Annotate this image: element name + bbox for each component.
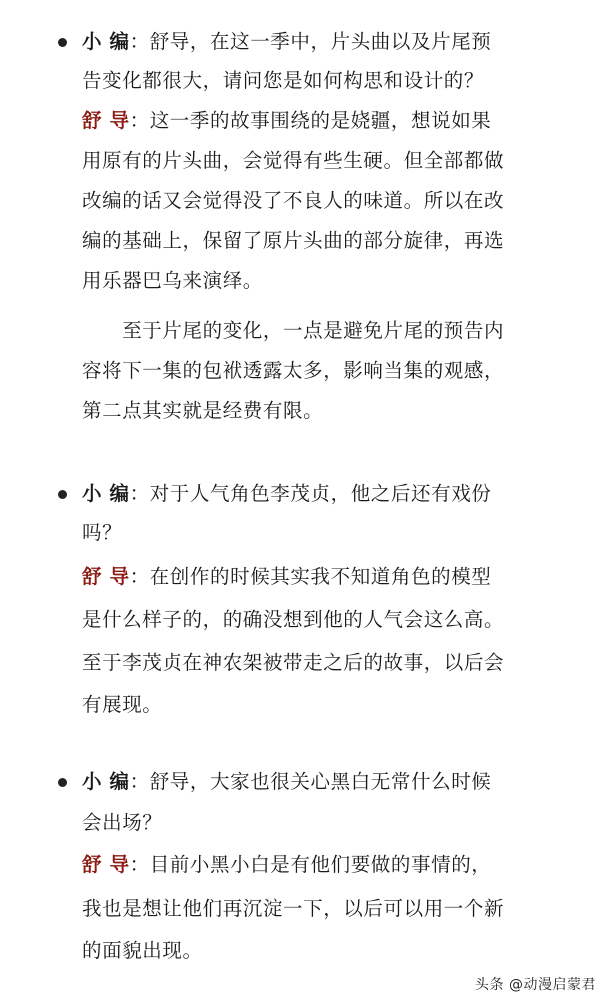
answer-separator: ： xyxy=(129,853,150,876)
answer-separator: ： xyxy=(129,565,150,588)
question-text: 舒导，大家也很关心黑白无常什么时候 xyxy=(149,770,492,793)
answer-line: 至于片尾的变化，一点是避免片尾的预告内 xyxy=(82,319,505,342)
question-text: 对于人气角色李茂贞，他之后还有戏份 xyxy=(149,482,492,505)
question-line xyxy=(82,769,491,795)
answer-line: 用原有的片头曲，会觉得有些生硬。但全部都做 xyxy=(82,149,505,172)
answer-line xyxy=(82,564,491,590)
question-line: 会出场？ xyxy=(82,811,163,834)
question-separator: ： xyxy=(129,482,150,505)
answer-separator: ： xyxy=(129,109,150,132)
answer-line: 改编的话又会觉得没了不良人的味道。所以在改 xyxy=(82,189,505,212)
answer-line xyxy=(82,852,491,878)
answer-line xyxy=(82,108,491,134)
answer-text: 在创作的时候其实我不知道角色的模型 xyxy=(149,565,492,588)
answer-line: 有展现。 xyxy=(82,693,163,716)
bullet-icon xyxy=(58,778,67,787)
answer-line: 至于李茂贞在神农架被带走之后的故事，以后会 xyxy=(82,651,505,674)
question-speaker-label: 小 编 xyxy=(82,482,130,505)
answer-speaker-label: 舒 导 xyxy=(82,565,130,588)
question-separator: ： xyxy=(129,770,150,793)
answer-line: 我也是想让他们再沉淀一下，以后可以用一个新 xyxy=(82,897,505,920)
question-line xyxy=(82,481,491,507)
answer-text: 这一季的故事围绕的是娆疆，想说如果 xyxy=(149,109,492,132)
answer-line: 容将下一集的包袱透露太多，影响当集的观感， xyxy=(82,359,505,382)
answer-line: 的面貌出现。 xyxy=(82,939,203,962)
answer-speaker-label: 舒 导 xyxy=(82,109,130,132)
source-watermark: 头条 @动漫启蒙君 xyxy=(475,977,596,993)
question-line: 告变化都很大，请问您是如何构思和设计的？ xyxy=(82,69,485,92)
answer-line: 是什么样子的，的确没想到他的人气会这么高。 xyxy=(82,608,505,631)
question-line: 吗？ xyxy=(82,521,123,544)
answer-text: 目前小黑小白是有他们要做的事情的， xyxy=(149,853,492,876)
question-separator: ： xyxy=(129,30,150,53)
question-line xyxy=(82,29,491,55)
answer-line: 第二点其实就是经费有限。 xyxy=(82,399,324,422)
question-speaker-label: 小 编 xyxy=(82,770,130,793)
bullet-icon xyxy=(58,490,67,499)
answer-line: 编的基础上，保留了原片头曲的部分旋律，再选 xyxy=(82,229,505,252)
bullet-icon xyxy=(58,38,67,47)
question-speaker-label: 小 编 xyxy=(82,30,130,53)
answer-speaker-label: 舒 导 xyxy=(82,853,130,876)
answer-line: 用乐器巴乌来演绎。 xyxy=(82,269,263,292)
question-text: 舒导，在这一季中，片头曲以及片尾预 xyxy=(149,30,492,53)
